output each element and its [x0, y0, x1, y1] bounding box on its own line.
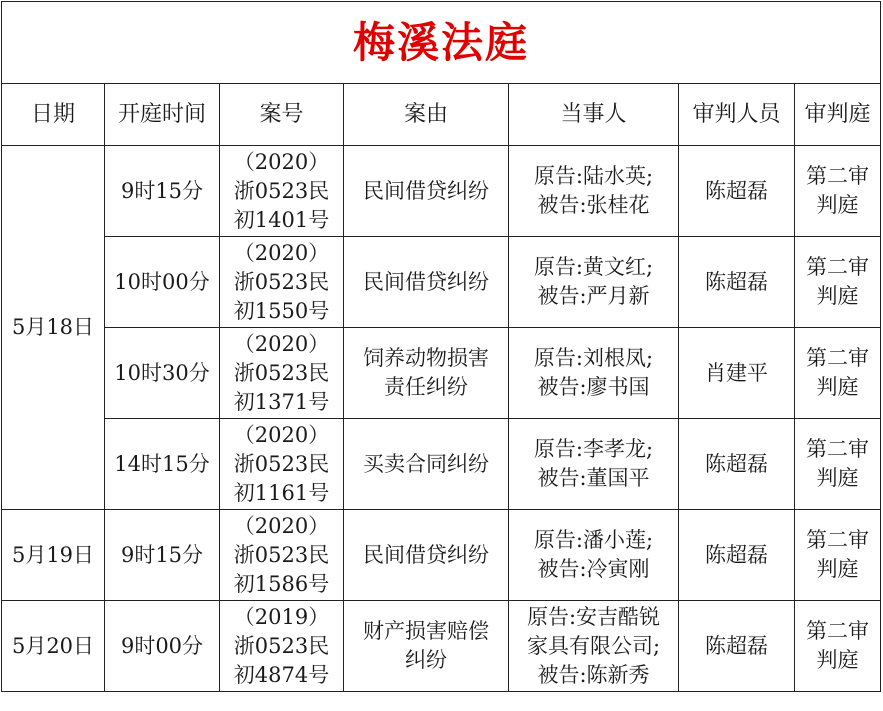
time-cell: 10时00分 [105, 237, 220, 328]
parties-cell: 原告:刘根凤; 被告:廖书国 [509, 328, 679, 419]
cause-cell: 民间借贷纠纷 [344, 510, 509, 601]
header-court: 审判庭 [795, 84, 881, 146]
judge-cell: 肖建平 [679, 328, 795, 419]
parties-cell: 原告:李孝龙; 被告:董国平 [509, 419, 679, 510]
judge-cell: 陈超磊 [679, 601, 795, 692]
time-cell: 9时00分 [105, 601, 220, 692]
cause-cell: 饲养动物损害 责任纠纷 [344, 328, 509, 419]
header-row [2, 84, 881, 146]
time-cell: 14时15分 [105, 419, 220, 510]
date-cell: 5月20日 [2, 601, 105, 692]
judge-cell: 陈超磊 [679, 237, 795, 328]
table-row [2, 328, 881, 419]
parties-cell: 原告:陆水英; 被告:张桂花 [509, 146, 679, 237]
judge-cell: 陈超磊 [679, 146, 795, 237]
table-row [2, 237, 881, 328]
header-case-number: 案号 [220, 84, 344, 146]
parties-cell: 原告:安吉酷锐 家具有限公司; 被告:陈新秀 [509, 601, 679, 692]
case-number-cell: （2019） 浙0523民 初4874号 [220, 601, 344, 692]
case-number-cell: （2020） 浙0523民 初1161号 [220, 419, 344, 510]
date-cell: 5月18日 [2, 146, 105, 510]
case-number-cell: （2020） 浙0523民 初1586号 [220, 510, 344, 601]
judge-cell: 陈超磊 [679, 419, 795, 510]
parties-cell: 原告:潘小莲; 被告:冷寅刚 [509, 510, 679, 601]
case-number-cell: （2020） 浙0523民 初1550号 [220, 237, 344, 328]
header-cause: 案由 [344, 84, 509, 146]
court-cell: 第二审 判庭 [795, 601, 881, 692]
parties-cell: 原告:黄文红; 被告:严月新 [509, 237, 679, 328]
court-schedule-table [1, 1, 881, 692]
cause-cell: 买卖合同纠纷 [344, 419, 509, 510]
cause-cell: 财产损害赔偿 纠纷 [344, 601, 509, 692]
date-cell: 5月19日 [2, 510, 105, 601]
court-cell: 第二审 判庭 [795, 328, 881, 419]
cause-cell: 民间借贷纠纷 [344, 237, 509, 328]
time-cell: 9时15分 [105, 510, 220, 601]
case-number-cell: （2020） 浙0523民 初1371号 [220, 328, 344, 419]
header-parties: 当事人 [509, 84, 679, 146]
case-number-cell: （2020） 浙0523民 初1401号 [220, 146, 344, 237]
header-date: 日期 [2, 84, 105, 146]
header-time: 开庭时间 [105, 84, 220, 146]
table-row [2, 419, 881, 510]
time-cell: 9时15分 [105, 146, 220, 237]
court-cell: 第二审 判庭 [795, 146, 881, 237]
court-cell: 第二审 判庭 [795, 237, 881, 328]
court-cell: 第二审 判庭 [795, 510, 881, 601]
cause-cell: 民间借贷纠纷 [344, 146, 509, 237]
table-row [2, 146, 881, 237]
judge-cell: 陈超磊 [679, 510, 795, 601]
page-title: 梅溪法庭 [2, 2, 881, 84]
header-judge: 审判人员 [679, 84, 795, 146]
table-row [2, 510, 881, 601]
table-row [2, 601, 881, 692]
time-cell: 10时30分 [105, 328, 220, 419]
court-cell: 第二审 判庭 [795, 419, 881, 510]
